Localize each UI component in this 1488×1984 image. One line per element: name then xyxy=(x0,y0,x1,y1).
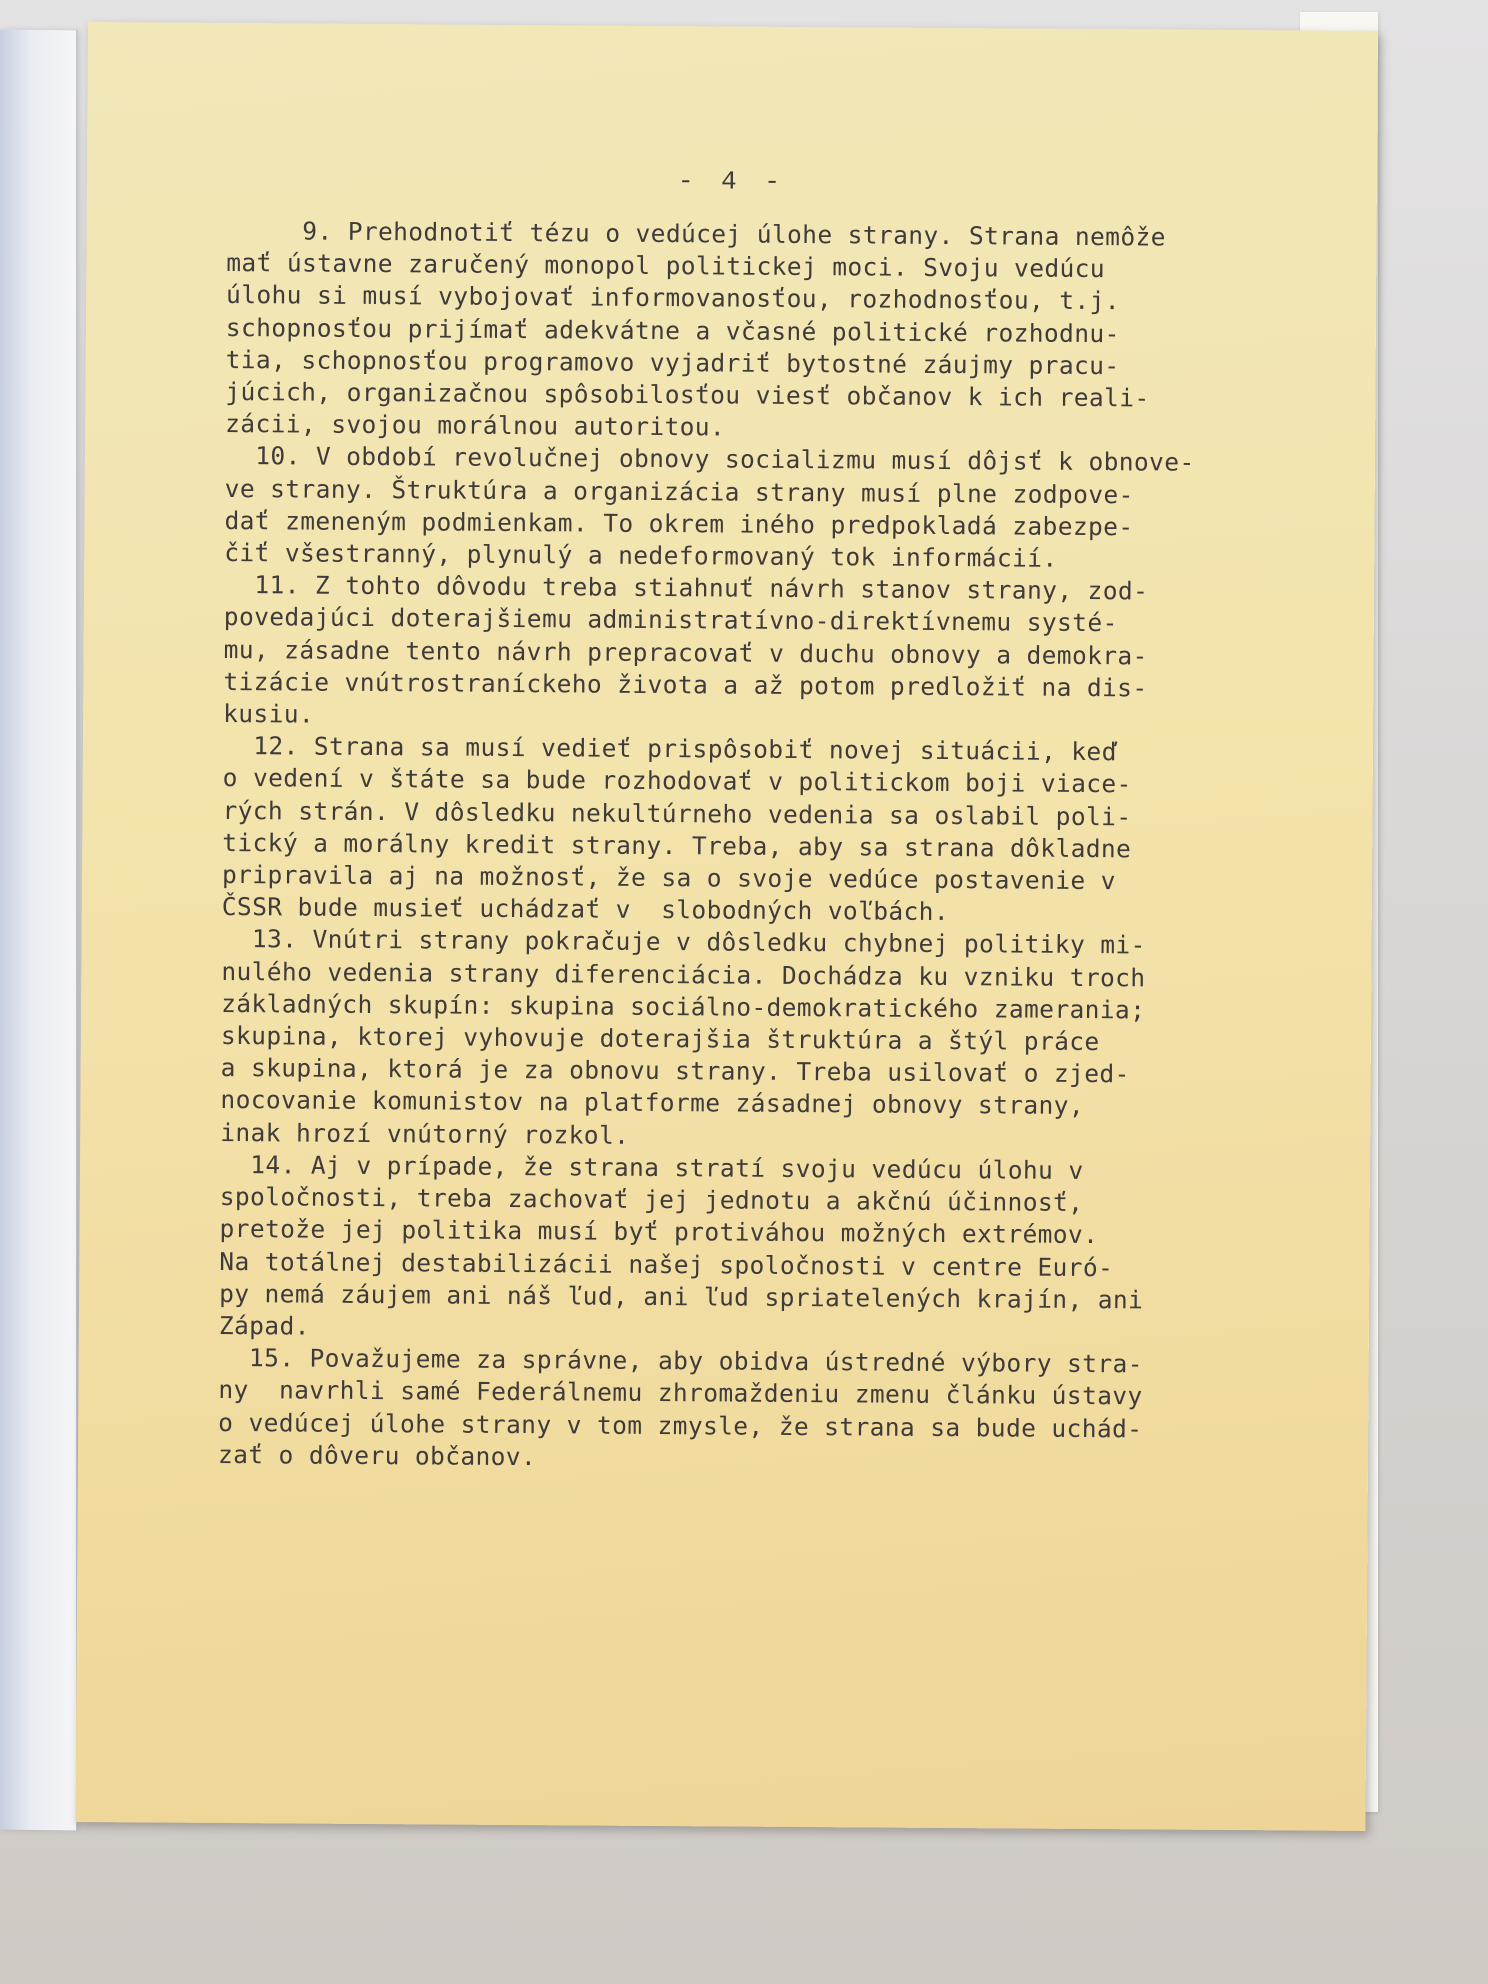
typewritten-page xyxy=(75,22,1378,1831)
text-line: čiť všestranný, plynulý a nedeformovaný tok informácií. xyxy=(224,537,1058,573)
text-line: spoločnosti, treba zachovať jej jednotu a akčnú účinnosť, xyxy=(219,1182,1084,1218)
text-line: povedajúci doterajšiemu administratívno-direktívnemu systé- xyxy=(223,602,1118,638)
text-line: úlohu si musí vybojovať informovanosťou, rozhodnosťou, t.j. xyxy=(225,280,1121,316)
text-line: 10. V období revolučnej obnovy socializmu musí dôjsť k obnove- xyxy=(224,441,1195,478)
text-line: 15. Považujeme za správne, aby obidva ústredné výbory stra- xyxy=(218,1343,1143,1379)
text-line: tický a morálny kredit strany. Treba, aby sa strana dôkladne xyxy=(222,827,1132,864)
text-line: 13. Vnútri strany pokračuje v dôsledku chybnej politiky mi- xyxy=(221,924,1146,960)
text-line: o vedení v štáte sa bude rozhodovať v politickom boji viace- xyxy=(222,763,1132,799)
text-line: nocovanie komunistov na platforme zásadnej obnovy strany, xyxy=(220,1085,1085,1121)
text-line: tizácie vnútrostraníckeho života a až potom predložiť na dis- xyxy=(223,666,1148,703)
text-line: Na totálnej destabilizácii našej spoločnosti v centre Euró- xyxy=(219,1246,1114,1282)
page-number: - 4 - xyxy=(677,166,787,197)
text-line: rých strán. V dôsledku nekultúrneho vedenia sa oslabil poli- xyxy=(222,795,1132,831)
text-line: o vedúcej úlohe strany v tom zmysle, že strana sa bude uchád- xyxy=(218,1407,1143,1443)
text-line: zácii, svojou morálnou autoritou. xyxy=(225,409,726,442)
text-line: py nemá záujem ani náš ľud, ani ľud spriatelených krajín, ani xyxy=(219,1278,1144,1315)
text-line: ny navrhli samé Federálnemu zhromaždeniu zmenu článku ústavy xyxy=(218,1375,1143,1411)
text-line: mať ústavne zaručený monopol politickej moci. Svoju vedúcu xyxy=(226,248,1106,284)
text-line: 12. Strana sa musí vedieť prispôsobiť novej situácii, keď xyxy=(222,731,1117,767)
text-line: základných skupín: skupina sociálno-demokratického zamerania; xyxy=(221,988,1146,1025)
text-line: mu, zásadne tento návrh prepracovať v duchu obnovy a demokra- xyxy=(223,634,1148,671)
typewritten-body-text xyxy=(218,215,1287,1478)
text-line: 11. Z tohto dôvodu treba stiahnuť návrh stanov strany, zod- xyxy=(223,570,1149,606)
text-line: a skupina, ktorá je za obnovu strany. Treba usilovať o zjed- xyxy=(220,1053,1130,1089)
text-line: Západ. xyxy=(218,1310,310,1341)
text-line: 9. Prehodnotiť tézu o vedúcej úlohe strany. Strana nemôže xyxy=(226,215,1166,252)
text-line: júcich, organizačnou spôsobilosťou viesť občanov k ich reali- xyxy=(225,376,1150,413)
text-line: skupina, ktorej vyhovuje doterajšia štruktúra a štýl práce xyxy=(220,1021,1100,1057)
text-line: ve strany. Štruktúra a organizácia strany musí plne zodpove- xyxy=(224,473,1134,509)
text-line: zať o dôveru občanov. xyxy=(217,1439,537,1471)
text-line: tia, schopnosťou programovo vyjadriť bytostné záujmy pracu- xyxy=(225,344,1120,381)
adjacent-page-left xyxy=(0,30,77,1831)
text-line: inak hrozí vnútorný rozkol. xyxy=(220,1117,630,1150)
text-line: kusiu. xyxy=(223,699,315,729)
text-line: pretože jej politika musí byť protiváhou možných extrémov. xyxy=(219,1214,1099,1250)
text-line: 14. Aj v prípade, že strana stratí svoju vedúcu úlohu v xyxy=(219,1149,1084,1185)
text-line: ČSSR bude musieť uchádzať v slobodných voľbách. xyxy=(221,892,950,927)
text-line: dať zmeneným podmienkam. To okrem iného predpokladá zabezpe- xyxy=(224,505,1134,542)
text-line: pripravila aj na možnosť, že sa o svoje vedúce postavenie v xyxy=(221,860,1117,896)
text-line: nulého vedenia strany diferenciácia. Dochádza ku vzniku troch xyxy=(221,956,1146,993)
text-line: schopnosťou prijímať adekvátne a včasné politické rozhodnu- xyxy=(225,312,1120,348)
